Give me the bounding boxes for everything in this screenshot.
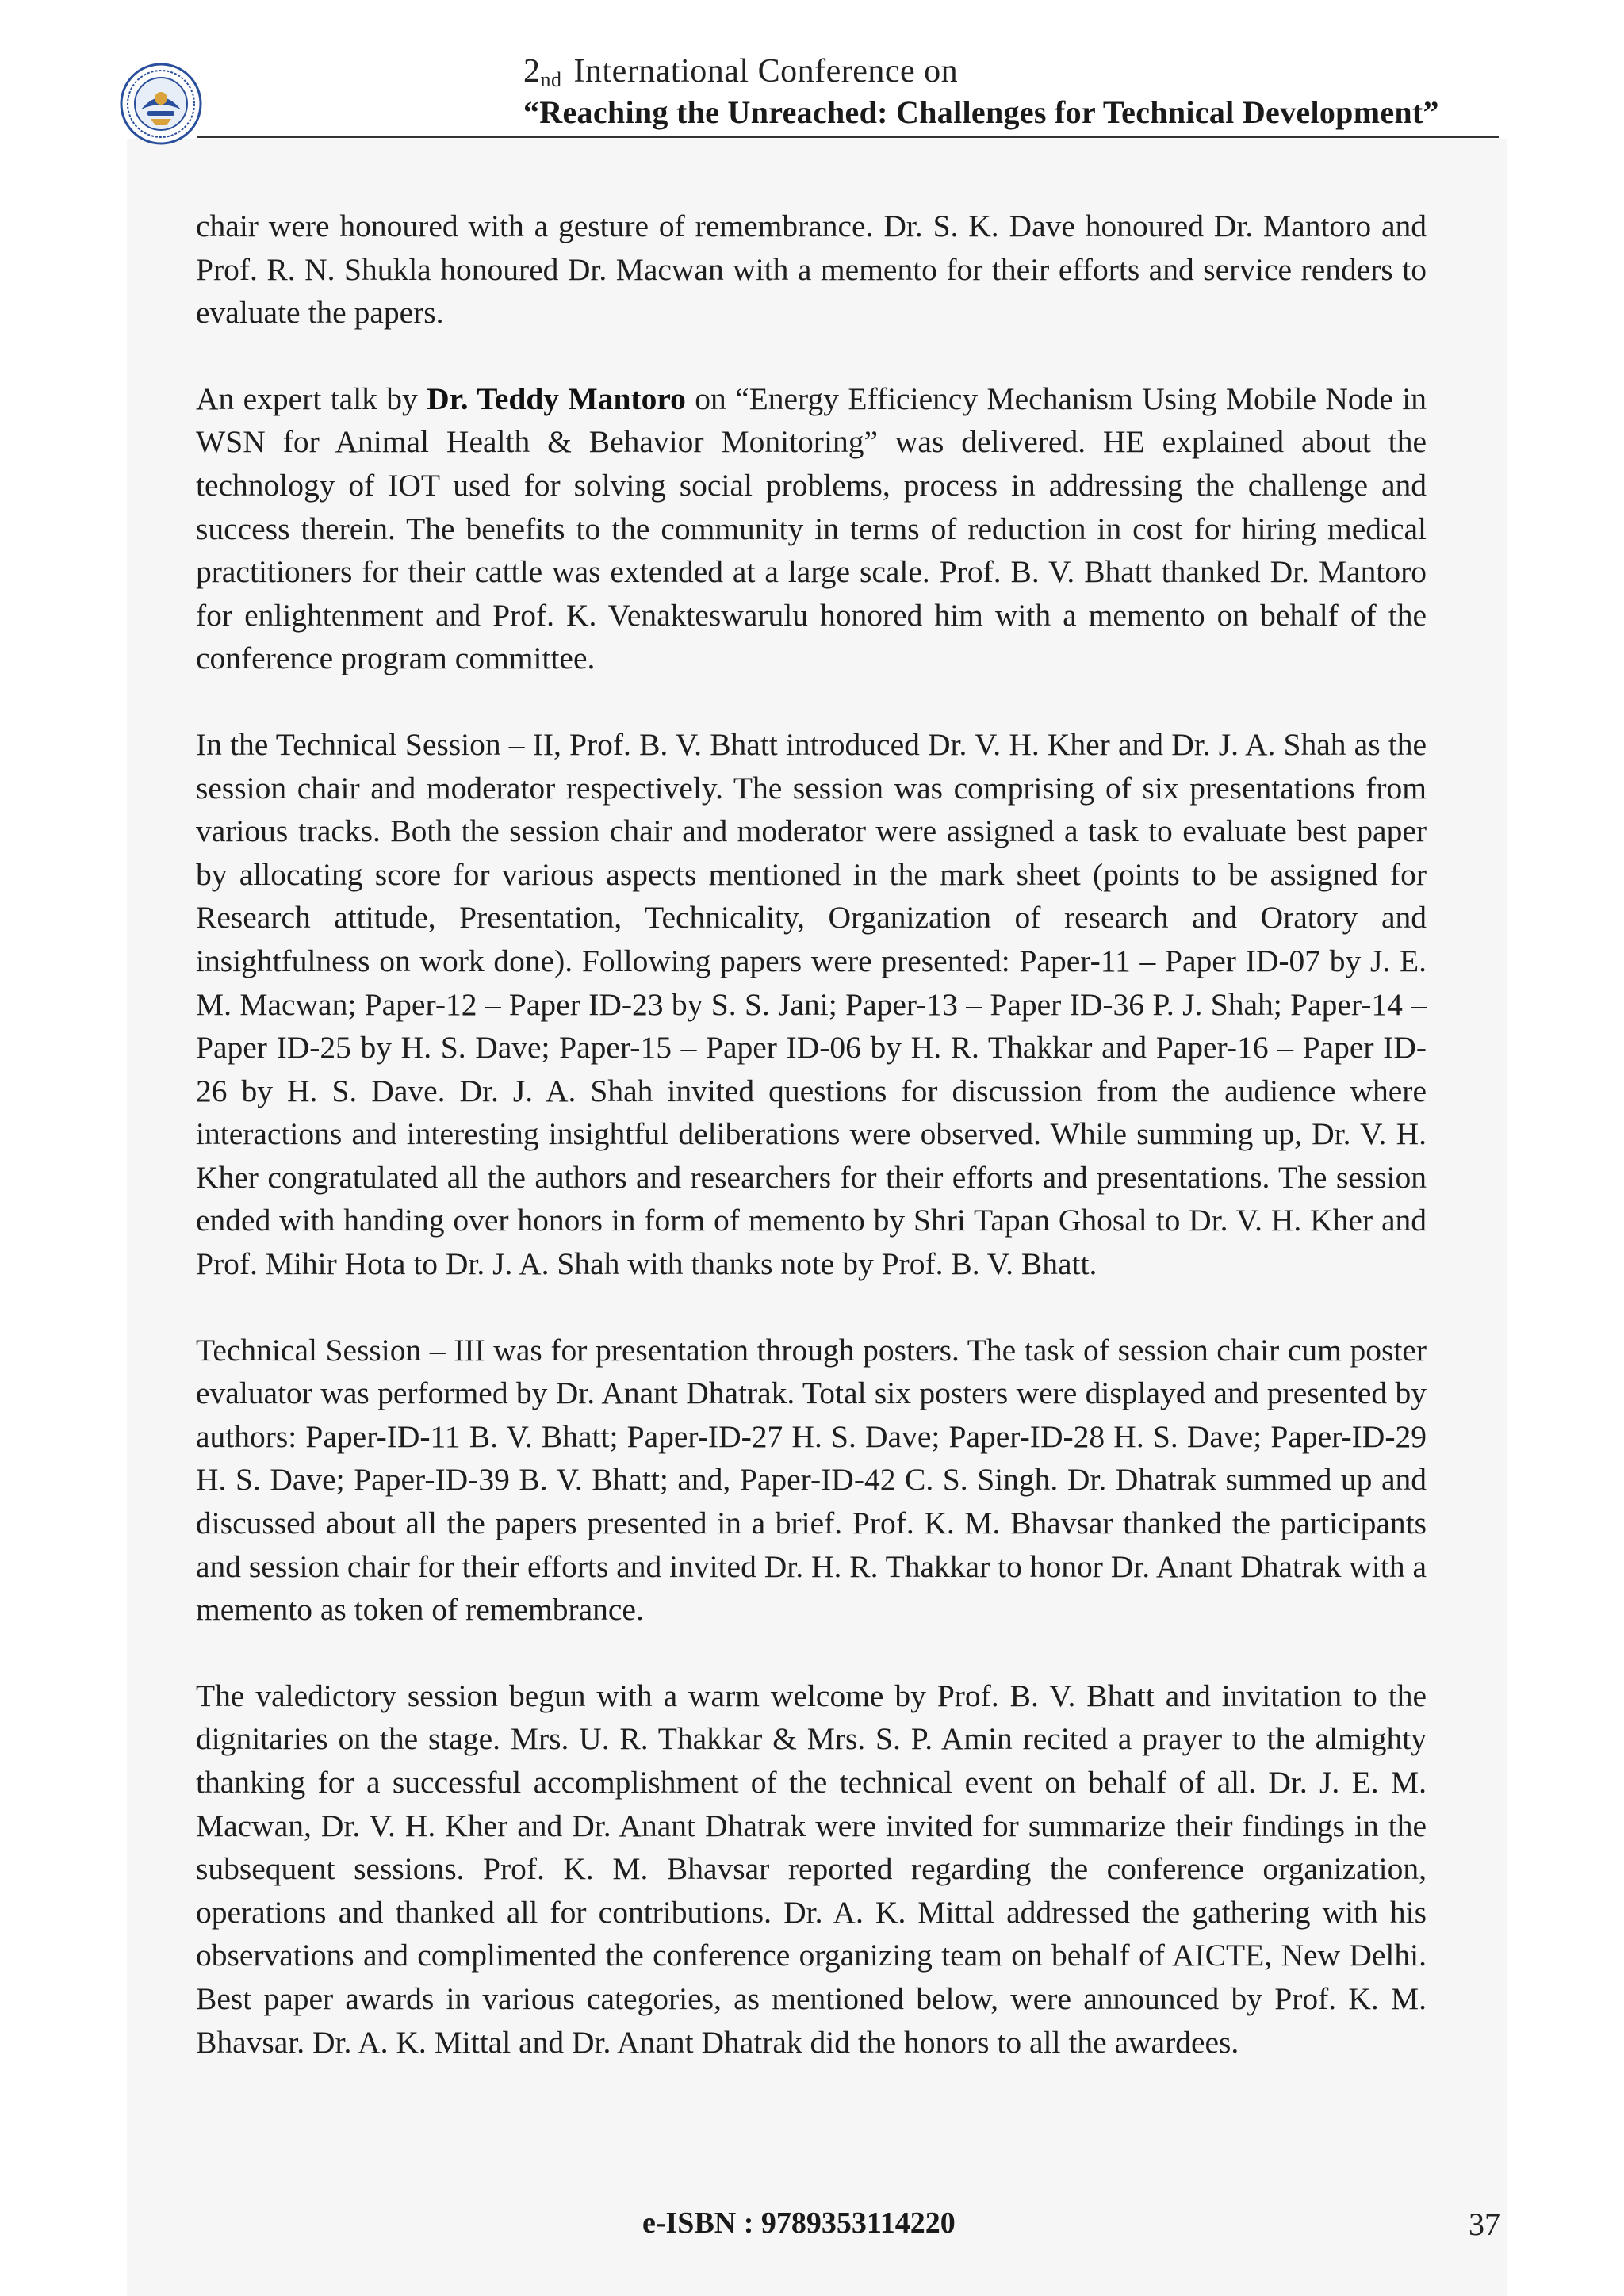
page-header [0, 0, 1624, 143]
paragraph-2-rest: on “Energy Efficiency Mechanism Using Mobile Node in WSN for Animal Health & Behavior Monitoring” was delivered. HE explained about the technology of IOT used for solving social problems, process in addressing the challenge and success therein. The benefits to the community in terms of reduction in cost for hiring medical practitioners for their cattle was extended at a large scale. Prof. B. V. Bhatt thanked Dr. Mantoro for enlightenment and Prof. K. Venakteswarulu honored him with a memento on behalf of the conference program committee. [196, 381, 1427, 676]
footer-isbn: e-ISBN : 9789353114220 [642, 2206, 956, 2240]
conference-seal-icon [119, 62, 203, 146]
header-divider [197, 136, 1499, 138]
paragraph-2-prefix: An expert talk by [196, 381, 427, 416]
conference-theme: “Reaching the Unreached: Challenges for Technical Development” [523, 94, 1439, 130]
paragraph-4: Technical Session – III was for presentation through posters. The task of session chair cum poster evaluator was performed by Dr. Anant Dhatrak. Total six posters were displayed and presented by authors: Paper-ID-11 B. V. Bhatt; Paper-ID-27 H. S. Dave; Paper-ID-28 H. S. Dave; Paper-ID-29 H. S. Dave; Paper-ID-39 B. V. Bhatt; and, Paper-ID-42 C. S. Singh. Dr. Dhatrak summed up and discussed about all the papers presented in a brief. Prof. K. M. Bhavsar thanked the participants and session chair for their efforts and invited Dr. H. R. Thakkar to honor Dr. Anant Dhatrak with a memento as token of remembrance. [196, 1332, 1427, 1628]
edition-number: 2 [523, 53, 541, 90]
paragraph-2 [196, 377, 1427, 680]
conference-edition-line [523, 52, 958, 90]
paragraph-5: The valedictory session begun with a warm welcome by Prof. B. V. Bhatt and invitation to the dignitaries on the stage. Mrs. U. R. Thakkar & Mrs. S. P. Amin recited a prayer to the almighty thanking for a successful accomplishment of the technical event on behalf of all. Dr. J. E. M. Macwan, Dr. V. H. Kher and Dr. Anant Dhatrak were invited for summarize their findings in the subsequent sessions. Prof. K. M. Bhavsar reported regarding the conference organization, operations and thanked all for contributions. Dr. A. K. Mittal addressed the gathering with his observations and complimented the conference organizing team on behalf of AICTE, New Delhi. Best paper awards in various categories, as mentioned below, were announced by Prof. K. M. Bhavsar. Dr. A. K. Mittal and Dr. Anant Dhatrak did the honors to all the awardees. [196, 1678, 1427, 2060]
speaker-name: Dr. Teddy Mantoro [427, 381, 686, 416]
conference-name: International Conference on [573, 53, 959, 90]
paragraph-1: chair were honoured with a gesture of remembrance. Dr. S. K. Dave honoured Dr. Mantoro and Prof. R. N. Shukla honoured Dr. Macwan with a memento for their efforts and service renders to evaluate the papers. [196, 209, 1427, 331]
page-number: 37 [1469, 2206, 1500, 2242]
main-text [196, 205, 1427, 2107]
edition-suffix: nd [540, 68, 562, 91]
paragraph-3: In the Technical Session – II, Prof. B. V. Bhatt introduced Dr. V. H. Kher and Dr. J. A. Shah as the session chair and moderator respectively. The session was comprising of six presentations from various tracks. Both the session chair and moderator were assigned a task to evaluate best paper by allocating score for various aspects mentioned in the mark sheet (points to be assigned for Research attitude, Presentation, Technicality, Organization of research and Oratory and insightfulness on work done). Following papers were presented: Paper-11 – Paper ID-07 by J. E. M. Macwan; Paper-12 – Paper ID-23 by S. S. Jani; Paper-13 – Paper ID-36 P. J. Shah; Paper-14 – Paper ID-25 by H. S. Dave; Paper-15 – Paper ID-06 by H. R. Thakkar and Paper-16 – Paper ID-26 by H. S. Dave. Dr. J. A. Shah invited questions for discussion from the audience where interactions and interesting insightful deliberations were observed. While summing up, Dr. V. H. Kher congratulated all the authors and researchers for their efforts and presentations. The session ended with handing over honors in form of memento by Shri Tapan Ghosal to Dr. V. H. Kher and Prof. Mihir Hota to Dr. J. A. Shah with thanks note by Prof. B. V. Bhatt. [196, 726, 1427, 1282]
